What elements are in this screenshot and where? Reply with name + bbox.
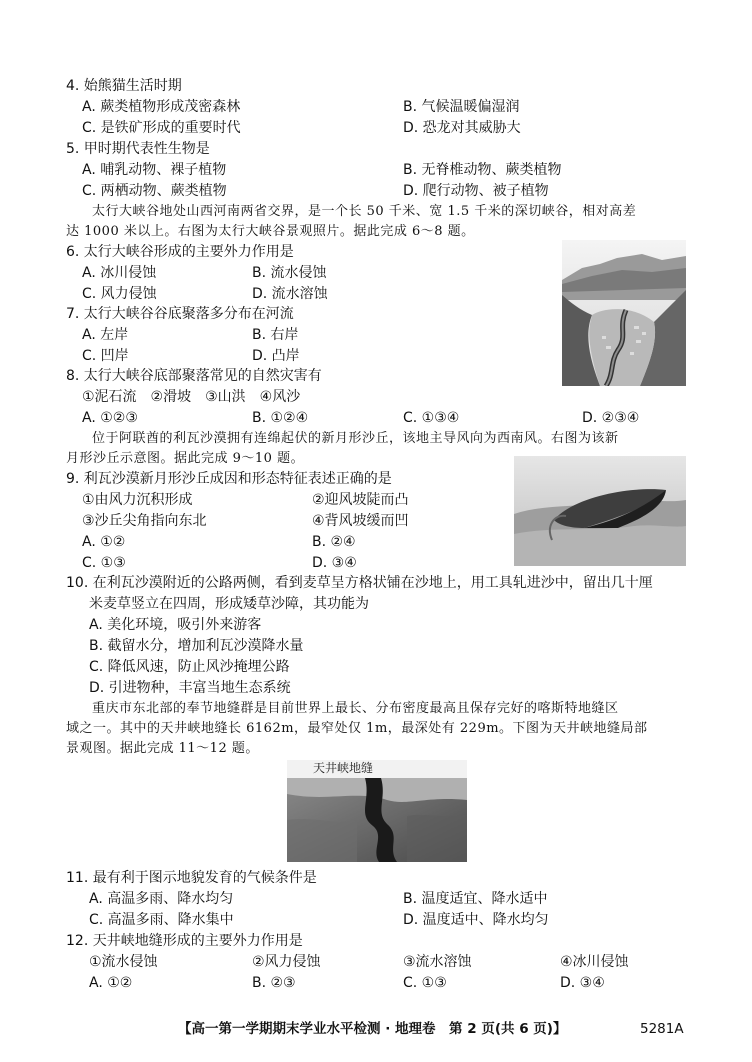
q9-option-c: C. ①③ — [82, 555, 126, 571]
fissure-figure-label: 天井峡地缝 — [313, 761, 374, 775]
q4-option-b: B. 气候温暖偏湿润 — [403, 99, 520, 115]
q9-item-4: ④背风坡缓而凹 — [312, 513, 409, 529]
q8-stem: 8. 太行大峡谷底部聚落常见的自然灾害有 — [66, 368, 322, 384]
dune-photo — [514, 456, 686, 566]
q11-option-b: B. 温度适宜、降水适中 — [403, 891, 548, 907]
q5-option-d: D. 爬行动物、被子植物 — [403, 183, 549, 199]
q6-option-b: B. 流水侵蚀 — [252, 265, 327, 281]
q7-option-d: D. 凸岸 — [252, 348, 300, 364]
q9-option-a: A. ①② — [82, 534, 126, 550]
q7-option-a: A. 左岸 — [82, 327, 129, 343]
q8-option-a: A. ①②③ — [82, 410, 138, 426]
q12-item-4: ④冰川侵蚀 — [560, 954, 629, 970]
passage-1-line-2: 达 1000 米以上。右图为太行大峡谷景观照片。据此完成 6～8 题。 — [66, 224, 475, 239]
q8-option-c: C. ①③④ — [403, 410, 460, 426]
q11-option-c: C. 高温多雨、降水集中 — [89, 912, 234, 928]
q6-stem: 6. 太行大峡谷形成的主要外力作用是 — [66, 244, 294, 260]
q11-option-a: A. 高温多雨、降水均匀 — [89, 891, 234, 907]
q9-item-2: ②迎风坡陡而凸 — [312, 492, 409, 508]
q9-stem: 9. 利瓦沙漠新月形沙丘成因和形态特征表述正确的是 — [66, 471, 392, 487]
q10-option-b: B. 截留水分，增加利瓦沙漠降水量 — [89, 638, 304, 654]
q4-option-d: D. 恐龙对其威胁大 — [403, 120, 521, 136]
passage-3-line-1: 重庆市东北部的奉节地缝群是目前世界上最长、分布密度最高且保存完好的喀斯特地缝区 — [92, 701, 619, 716]
q4-option-a: A. 蕨类植物形成茂密森林 — [82, 99, 241, 115]
q4-option-c: C. 是铁矿形成的重要时代 — [82, 120, 241, 136]
passage-3-line-3: 景观图。据此完成 11～12 题。 — [66, 741, 259, 756]
q11-stem: 11. 最有利于图示地貌发育的气候条件是 — [66, 870, 317, 886]
q7-option-c: C. 凹岸 — [82, 348, 129, 364]
q8-option-b: B. ①②④ — [252, 410, 309, 426]
q10-stem-line-1: 10. 在利瓦沙漠附近的公路两侧，看到麦草呈方格状铺在沙地上，用工具轧进沙中，留出几十厘 — [66, 575, 653, 591]
passage-2-line-2: 月形沙丘示意图。据此完成 9～10 题。 — [66, 451, 305, 466]
q6-option-a: A. 冰川侵蚀 — [82, 265, 157, 281]
q8-option-d: D. ②③④ — [582, 410, 640, 426]
q7-option-b: B. 右岸 — [252, 327, 299, 343]
page-footer-title: 【高一第一学期期末学业水平检测 · 地理卷 第 2 页(共 6 页)】 — [178, 1021, 567, 1037]
q5-option-c: C. 两栖动物、蕨类植物 — [82, 183, 227, 199]
passage-3-line-2: 域之一。其中的天井峡地缝长 6162m，最窄处仅 1m，最深处有 229m。下图为天井峡地缝局部 — [66, 721, 648, 736]
dune-illustration — [514, 456, 686, 566]
q12-option-b: B. ②③ — [252, 975, 296, 991]
q10-option-c: C. 降低风速，防止风沙掩埋公路 — [89, 659, 290, 675]
q12-item-1: ①流水侵蚀 — [89, 954, 158, 970]
q9-item-3: ③沙丘尖角指向东北 — [82, 513, 207, 529]
canyon-photo — [562, 240, 686, 386]
fissure-photo — [287, 760, 467, 862]
q11-option-d: D. 温度适中、降水均匀 — [403, 912, 549, 928]
passage-1-line-1: 太行大峡谷地处山西河南两省交界，是一个长 50 千米、宽 1.5 千米的深切峡谷，相对高差 — [92, 204, 637, 219]
q7-stem: 7. 太行大峡谷谷底聚落多分布在河流 — [66, 306, 294, 322]
q9-option-b: B. ②④ — [312, 534, 356, 550]
page-footer-code: 5281A — [640, 1021, 684, 1037]
q6-option-c: C. 风力侵蚀 — [82, 286, 157, 302]
q5-stem: 5. 甲时期代表性生物是 — [66, 141, 210, 157]
q12-stem: 12. 天井峡地缝形成的主要外力作用是 — [66, 933, 303, 949]
q4-stem: 4. 始熊猫生活时期 — [66, 78, 182, 94]
q12-option-a: A. ①② — [89, 975, 133, 991]
q6-option-d: D. 流水溶蚀 — [252, 286, 328, 302]
q8-items: ①泥石流 ②滑坡 ③山洪 ④风沙 — [82, 389, 301, 405]
passage-2-line-1: 位于阿联酋的利瓦沙漠拥有连绵起伏的新月形沙丘，该地主导风向为西南风。右图为该新 — [92, 431, 619, 446]
q5-option-a: A. 哺乳动物、裸子植物 — [82, 162, 227, 178]
q10-option-d: D. 引进物种，丰富当地生态系统 — [89, 680, 291, 696]
q12-option-c: C. ①③ — [403, 975, 447, 991]
q9-option-d: D. ③④ — [312, 555, 357, 571]
q10-stem-line-2: 米麦草竖立在四周，形成矮草沙障，其功能为 — [89, 596, 369, 612]
q9-item-1: ①由风力沉积形成 — [82, 492, 193, 508]
canyon-illustration — [562, 240, 686, 386]
q10-option-a: A. 美化环境，吸引外来游客 — [89, 617, 262, 633]
q5-option-b: B. 无脊椎动物、蕨类植物 — [403, 162, 562, 178]
q12-item-2: ②风力侵蚀 — [252, 954, 321, 970]
q12-item-3: ③流水溶蚀 — [403, 954, 472, 970]
q12-option-d: D. ③④ — [560, 975, 605, 991]
